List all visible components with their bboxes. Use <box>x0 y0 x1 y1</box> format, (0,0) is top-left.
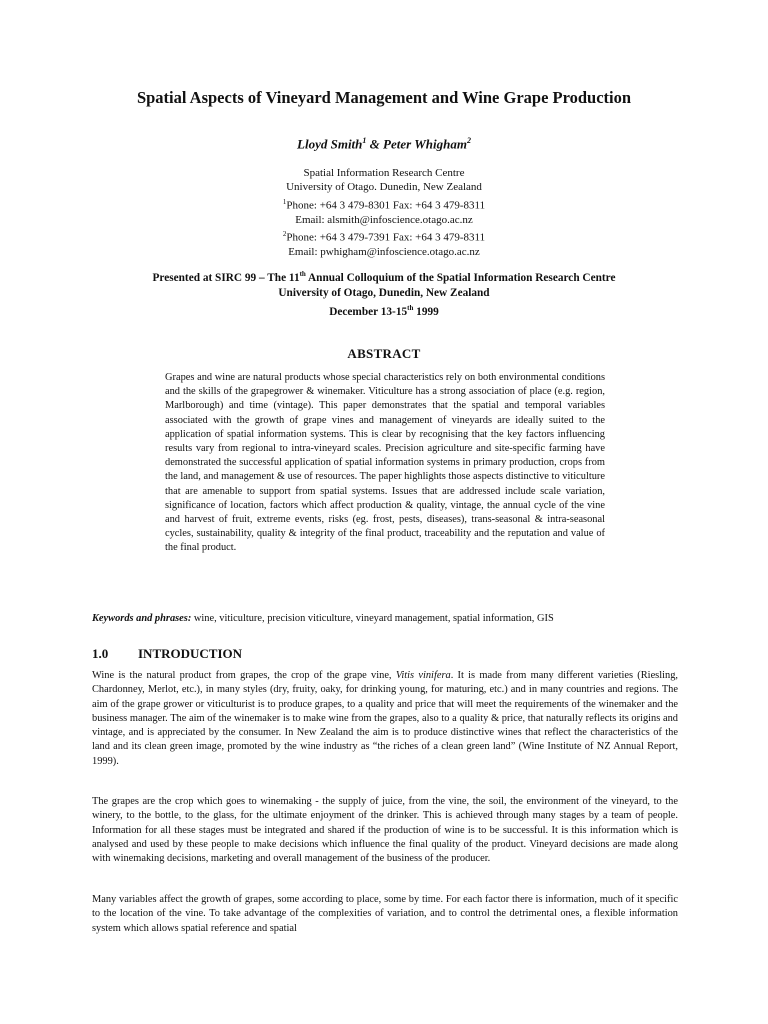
presented-line-1 <box>0 267 768 286</box>
intro-p1-species: Vitis vinifera <box>395 670 451 681</box>
intro-paragraph-2: The grapes are the crop which goes to winemaking - the supply of juice, from the vine, the soil, the environment of the vineyard, to the winery, to the bottle, to the glass, for the ultimate enjoyment of the drinker. This is achieved through many stages by a team of people. Information for all these stages must be integrated and shared if the production of wine is to be successful. It is this information which is analysed and used by these people to make decisions which influence the final quality of the product. Vineyard decisions are made along with winemaking decisions, marketing and overall management of the business of the producer. <box>92 796 678 865</box>
author-2-sup: 2 <box>466 136 471 145</box>
section-title: INTRODUCTION <box>138 646 243 661</box>
presented-at-block <box>0 267 768 320</box>
phone-1-sup: 1 <box>282 197 287 206</box>
section-heading <box>92 646 242 662</box>
intro-paragraph-3: Many variables affect the growth of grapes, some according to place, some by time. For each factor there is information, much of it specific to the location of the vine. To take advantage of the complexities of variation, and to control the detrimental ones, a flexible information system which allows spatial reference and spatial <box>92 894 678 934</box>
author-1: Lloyd Smith <box>297 136 363 152</box>
presented-line-1-a: Presented at SIRC 99 – The 11 <box>152 271 300 284</box>
presented-line-1-b: Annual Colloquium of the Spatial Information Research Centre <box>305 271 616 284</box>
abstract-text: Grapes and wine are natural products whose special characteristics rely on both environmental conditions and the skills of the grapegrower & winemaker. Viticulture has a strong association of place (e.g. region, Marlborough) and time (vintage). This paper demonstrates that the spatial and temporal variables associated with the growth of grape vines and management of vineyards are ideally suited to the application of spatial information systems. This is clear by recognising that the key factors influencing results vary from regional to intra-vineyard scales. Precision agriculture and site-specific farming have demonstrated the successful application of spatial information systems in primary production, crops from the land, and management & use of resources. The paper highlights those aspects distinctive to viticulture that are amenable to support from spatial systems. Issues that are addressed include scale variation, significance of location, factors which affect production & quality, vintage, the annual cycle of the vine and harvest of fruit, extreme events, risks (eg. frost, pests, diseases), trans-seasonal & intra-seasonal cycles, sustainability, quality & integrity of the final product, traceability and the reputation and value of the final product. <box>165 372 605 554</box>
abstract-heading: ABSTRACT <box>347 346 421 361</box>
phone-1-text: Phone: +64 3 479-8301 Fax: +64 3 479-8311 <box>286 199 486 212</box>
intro-paragraph-1 <box>92 669 678 769</box>
affiliation-centre: Spatial Information Research Centre <box>303 167 465 179</box>
presented-line-2: University of Otago, Dunedin, New Zealand <box>278 286 490 299</box>
keywords-line <box>92 612 692 626</box>
section-number: 1.0 <box>92 646 109 661</box>
phone-2-text: Phone: +64 3 479-7391 Fax: +64 3 479-8311 <box>286 231 486 244</box>
paper-title: Spatial Aspects of Vineyard Management and Wine Grape Production <box>136 88 632 107</box>
phone-2-sup: 2 <box>282 229 287 238</box>
author-separator: & <box>366 136 384 152</box>
affiliation-university: University of Otago. Dunedin, New Zealand <box>286 181 482 194</box>
affiliation-email-1: Email: alsmith@infoscience.otago.ac.nz <box>295 213 473 226</box>
author-1-sup: 1 <box>362 136 367 145</box>
affiliation-block <box>0 166 768 259</box>
keywords-text: wine, viticulture, precision viticulture, vineyard management, spatial information, GIS <box>191 613 554 624</box>
author-line <box>0 136 768 152</box>
presented-line-3-sup: th <box>407 303 414 312</box>
presented-line-3-a: December 13-15 <box>329 305 408 318</box>
affiliation-phone-2 <box>0 227 768 245</box>
intro-p1-a: Wine is the natural product from grapes, the crop of the grape vine, <box>92 670 396 681</box>
presented-line-3 <box>0 301 768 320</box>
presented-line-3-b: 1999 <box>413 305 439 318</box>
intro-p1-b: . It is made from many different varieties (Riesling, Chardonney, Merlot, etc.), in many styles (dry, fruity, oaky, for drinking young, for maturing, etc.) and in many countries and regions. The aim of the grape grower or viticulturist is to produce grapes, to a quality and price that will meet the requirements of the winemaker and the business manager. The aim of the winemaker is to make wine from the grapes, also to a quality & price, that naturally reflects its origins and vintage, and is appreciated by the consumer. In New Zealand the aim is to produce distinctive wines that reflect the characteristics of the land and its clean green image, promoted by the wine industry as “the riches of a clean green land” (Wine Institute of NZ Annual Report, 1999). <box>92 670 678 767</box>
affiliation-email-2: Email: pwhigham@infoscience.otago.ac.nz <box>288 245 480 258</box>
author-2: Peter Whigham <box>383 136 467 152</box>
presented-line-1-sup: th <box>299 270 306 278</box>
affiliation-phone-1 <box>0 195 768 213</box>
keywords-label: Keywords and phrases: <box>92 613 192 624</box>
